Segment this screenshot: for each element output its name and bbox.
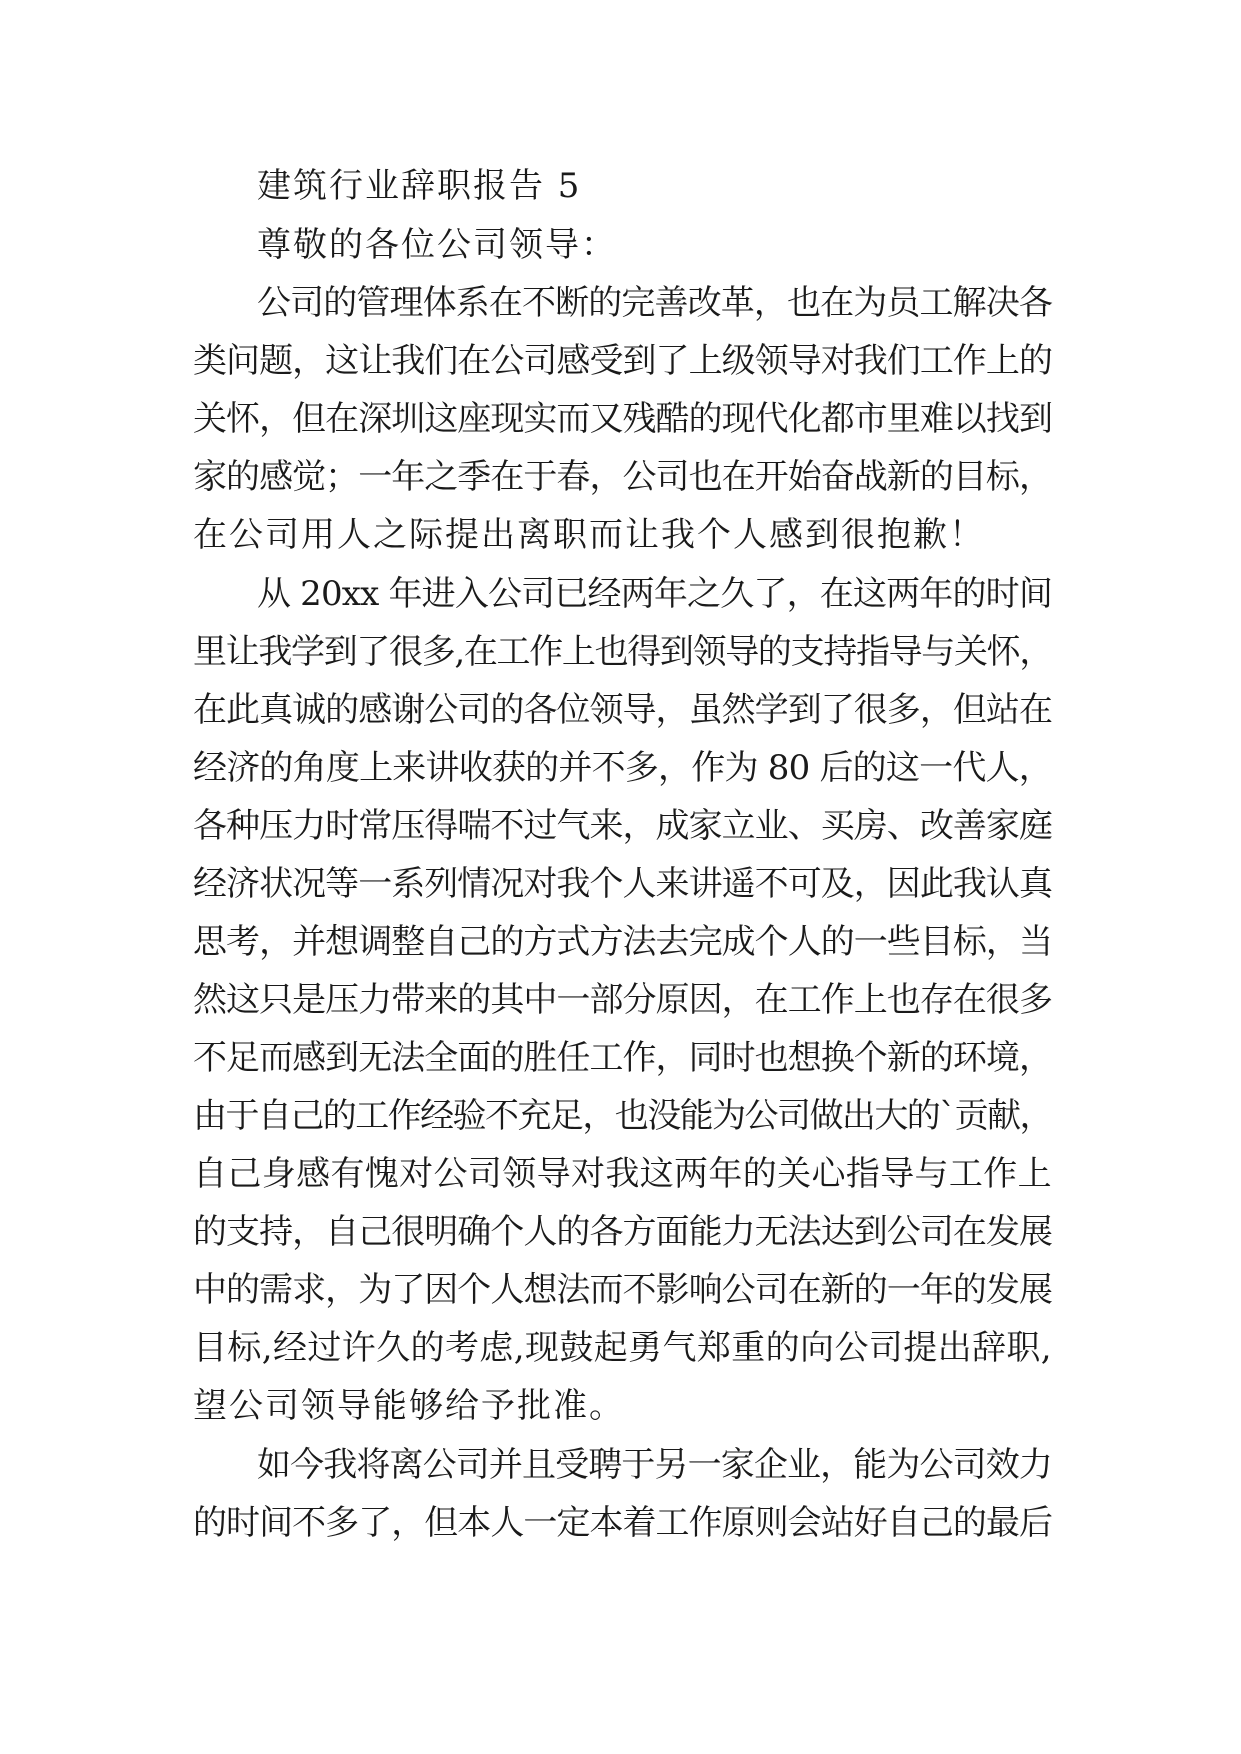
paragraph-2-line: 在此真诚的感谢公司的各位领导，虽然学到了很多，但站在 <box>193 690 1052 730</box>
paragraph-1-line: 公司的管理体系在不断的完善改革，也在为员工解决各 <box>257 283 1052 323</box>
paragraph-2-line: 望公司领导能够给予批准。 <box>193 1386 625 1426</box>
paragraph-2-line: 经济状况等一系列情况对我个人来讲遥不可及，因此我认真 <box>193 864 1052 904</box>
paragraph-1-line: 在公司用人之际提出离职而让我个人感到很抱歉！ <box>193 515 985 555</box>
paragraph-1-line: 家的感觉；一年之季在于春，公司也在开始奋战新的目标， <box>193 457 1052 497</box>
paragraph-2-line: 由于自己的工作经验不充足，也没能为公司做出大的`贡献， <box>193 1096 1052 1136</box>
paragraph-2-line: 然这只是压力带来的其中一部分原因，在工作上也存在很多 <box>193 980 1052 1020</box>
paragraph-2-line: 自己身感有愧对公司领导对我这两年的关心指导与工作上 <box>193 1154 1052 1194</box>
paragraph-1-line: 关怀，但在深圳这座现实而又残酷的现代化都市里难以找到 <box>193 399 1052 439</box>
paragraph-2-line: 经济的角度上来讲收获的并不多，作为 80 后的这一代人， <box>193 748 1052 788</box>
document-title: 建筑行业辞职报告 5 <box>257 166 582 206</box>
paragraph-2-line: 各种压力时常压得喘不过气来，成家立业、买房、改善家庭 <box>193 806 1052 846</box>
paragraph-2-line: 里让我学到了很多,在工作上也得到领导的支持指导与关怀， <box>193 632 1052 672</box>
paragraph-3-line: 如今我将离公司并且受聘于另一家企业，能为公司效力 <box>257 1445 1052 1485</box>
paragraph-2-line: 中的需求，为了因个人想法而不影响公司在新的一年的发展 <box>193 1270 1052 1310</box>
paragraph-1-line: 类问题，这让我们在公司感受到了上级领导对我们工作上的 <box>193 341 1052 381</box>
paragraph-2-line: 思考，并想调整自己的方式方法去完成个人的一些目标，当 <box>193 922 1052 962</box>
paragraph-2-line: 不足而感到无法全面的胜任工作，同时也想换个新的环境， <box>193 1038 1052 1078</box>
paragraph-2-line: 从 20xx 年进入公司已经两年之久了，在这两年的时间 <box>257 574 1052 614</box>
paragraph-3-line: 的时间不多了，但本人一定本着工作原则会站好自己的最后 <box>193 1503 1052 1543</box>
salutation: 尊敬的各位公司领导： <box>257 225 617 265</box>
paragraph-2-line: 的支持，自己很明确个人的各方面能力无法达到公司在发展 <box>193 1212 1052 1252</box>
paragraph-2-line: 目标,经过许久的考虑,现鼓起勇气郑重的向公司提出辞职, <box>193 1328 1052 1368</box>
